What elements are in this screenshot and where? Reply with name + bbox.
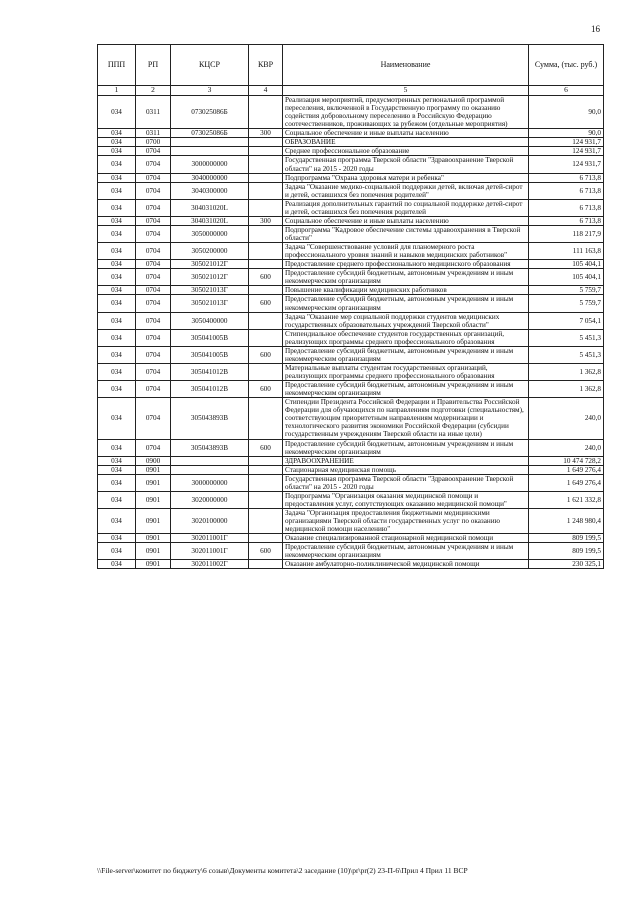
cell-sum: 230 325,1 <box>529 560 604 569</box>
table-row <box>98 286 604 295</box>
cell-kcsr: 3000000000 <box>171 474 249 491</box>
cell-rp: 0700 <box>136 138 171 147</box>
cell-rp: 0704 <box>136 381 171 398</box>
table-row <box>98 439 604 456</box>
cell-kvr <box>249 509 283 534</box>
cell-rp: 0311 <box>136 129 171 138</box>
cell-kcsr: 305021013Г <box>171 286 249 295</box>
cell-kcsr: 305043893В <box>171 398 249 439</box>
cell-rp: 0901 <box>136 491 171 508</box>
cell-rp: 0704 <box>136 173 171 182</box>
cell-name: Предоставление субсидий бюджетным, автономным учреждениям и иным некоммерческим организациям <box>283 439 529 456</box>
header-ppp: ППП <box>98 45 136 86</box>
cell-ppp: 034 <box>98 312 136 329</box>
cell-kcsr: 304031020L <box>171 199 249 216</box>
cell-ppp: 034 <box>98 346 136 363</box>
cell-name: Оказание специализированной стационарной медицинской помощи <box>283 534 529 543</box>
cell-kvr <box>249 398 283 439</box>
cell-ppp: 034 <box>98 491 136 508</box>
cell-name: ЗДРАВООХРАНЕНИЕ <box>283 456 529 465</box>
table-row <box>98 456 604 465</box>
cell-kvr: 300 <box>249 129 283 138</box>
table-row <box>98 534 604 543</box>
cell-sum: 240,0 <box>529 439 604 456</box>
column-number: 2 <box>136 86 171 96</box>
cell-ppp: 034 <box>98 534 136 543</box>
cell-sum: 1 649 276,4 <box>529 465 604 474</box>
cell-rp: 0901 <box>136 509 171 534</box>
cell-name: Предоставление субсидий бюджетным, автономным учреждениям и иным некоммерческим организациям <box>283 269 529 286</box>
cell-name: Реализация дополнительных гарантий по социальной поддержке детей-сирот и детей, оставшихся без попечения родителей <box>283 199 529 216</box>
cell-ppp: 034 <box>98 509 136 534</box>
table-row <box>98 260 604 269</box>
cell-ppp: 034 <box>98 329 136 346</box>
cell-sum: 5 759,7 <box>529 295 604 312</box>
cell-sum: 105 404,1 <box>529 260 604 269</box>
cell-kcsr: 3020100000 <box>171 509 249 534</box>
cell-name: Подпрограмма "Кадровое обеспечение системы здравоохранения в Тверской области" <box>283 225 529 242</box>
column-number-row <box>98 86 604 96</box>
cell-kcsr: 305041012В <box>171 381 249 398</box>
cell-sum: 1 362,8 <box>529 363 604 380</box>
cell-sum: 111 163,8 <box>529 243 604 260</box>
cell-rp: 0704 <box>136 363 171 380</box>
cell-kvr <box>249 560 283 569</box>
cell-rp: 0704 <box>136 225 171 242</box>
cell-rp: 0704 <box>136 398 171 439</box>
cell-name: Материальные выплаты студентам государственных организаций, реализующих программы среднего профессионального образования <box>283 363 529 380</box>
table-row <box>98 543 604 560</box>
cell-kcsr: 305043893В <box>171 439 249 456</box>
table-row <box>98 243 604 260</box>
cell-name: Предоставление субсидий бюджетным, автономным учреждениям и иным некоммерческим организациям <box>283 346 529 363</box>
cell-kcsr: 073025086Б <box>171 129 249 138</box>
column-number: 4 <box>249 86 283 96</box>
cell-sum: 1 248 980,4 <box>529 509 604 534</box>
cell-kvr <box>249 534 283 543</box>
cell-kcsr: 302011002Г <box>171 560 249 569</box>
cell-sum: 90,0 <box>529 129 604 138</box>
table-row <box>98 147 604 156</box>
cell-name: Предоставление субсидий бюджетным, автономным учреждениям и иным некоммерческим организациям <box>283 543 529 560</box>
budget-table <box>97 44 604 569</box>
table-row <box>98 96 604 129</box>
cell-sum: 124 931,7 <box>529 156 604 173</box>
table-row <box>98 363 604 380</box>
cell-rp: 0704 <box>136 260 171 269</box>
cell-kcsr: 305021012Г <box>171 269 249 286</box>
cell-kvr: 600 <box>249 543 283 560</box>
cell-kvr <box>249 147 283 156</box>
cell-ppp: 034 <box>98 398 136 439</box>
cell-ppp: 034 <box>98 439 136 456</box>
cell-ppp: 034 <box>98 269 136 286</box>
cell-ppp: 034 <box>98 543 136 560</box>
table-row <box>98 216 604 225</box>
cell-sum: 1 621 332,8 <box>529 491 604 508</box>
table-row <box>98 182 604 199</box>
cell-name: Стипендии Президента Российской Федерации и Правительства Российской Федерации для обучающихся по направлениям подготовки (специальностям), соответствующим приоритетным направлениям модернизации и технологического развития экономики Российской Федерации (субсидии государственным учреждениям Тверской области на иные цели) <box>283 398 529 439</box>
cell-ppp: 034 <box>98 474 136 491</box>
column-number: 5 <box>283 86 529 96</box>
cell-rp: 0704 <box>136 346 171 363</box>
table-row <box>98 173 604 182</box>
cell-ppp: 034 <box>98 96 136 129</box>
table-row <box>98 269 604 286</box>
cell-ppp: 034 <box>98 286 136 295</box>
table-row <box>98 138 604 147</box>
cell-kvr <box>249 199 283 216</box>
cell-name: Предоставление субсидий бюджетным, автономным учреждениям и иным некоммерческим организациям <box>283 381 529 398</box>
cell-kvr <box>249 225 283 242</box>
cell-rp: 0704 <box>136 216 171 225</box>
table-row <box>98 474 604 491</box>
cell-sum: 6 713,8 <box>529 199 604 216</box>
cell-ppp: 034 <box>98 182 136 199</box>
cell-ppp: 034 <box>98 173 136 182</box>
cell-kvr <box>249 286 283 295</box>
cell-kvr <box>249 243 283 260</box>
header-kcsr: КЦСР <box>171 45 249 86</box>
cell-kvr <box>249 312 283 329</box>
cell-name: Государственная программа Тверской области "Здравоохранение Тверской области" на 2015 - 2020 годы <box>283 156 529 173</box>
cell-rp: 0704 <box>136 199 171 216</box>
cell-sum: 10 474 728,2 <box>529 456 604 465</box>
cell-sum: 5 451,3 <box>529 329 604 346</box>
cell-sum: 6 713,8 <box>529 182 604 199</box>
cell-sum: 7 054,1 <box>529 312 604 329</box>
cell-kcsr: 305021012Г <box>171 260 249 269</box>
cell-name: Социальное обеспечение и иные выплаты населению <box>283 216 529 225</box>
header-name: Наименование <box>283 45 529 86</box>
cell-kvr: 600 <box>249 381 283 398</box>
table-row <box>98 398 604 439</box>
cell-sum: 6 713,8 <box>529 173 604 182</box>
cell-rp: 0704 <box>136 439 171 456</box>
cell-name: Социальное обеспечение и иные выплаты населению <box>283 129 529 138</box>
cell-kcsr: 3000000000 <box>171 156 249 173</box>
cell-rp: 0704 <box>136 147 171 156</box>
column-number: 3 <box>171 86 249 96</box>
cell-kcsr: 073025086Б <box>171 96 249 129</box>
cell-ppp: 034 <box>98 560 136 569</box>
cell-ppp: 034 <box>98 129 136 138</box>
cell-kcsr: 3020000000 <box>171 491 249 508</box>
table-row <box>98 346 604 363</box>
cell-name: Предоставление среднего профессионального медицинского образования <box>283 260 529 269</box>
cell-rp: 0704 <box>136 243 171 260</box>
cell-kcsr: 304031020L <box>171 216 249 225</box>
cell-rp: 0901 <box>136 474 171 491</box>
cell-kvr <box>249 182 283 199</box>
cell-kcsr: 3040000000 <box>171 173 249 182</box>
cell-kcsr: 3050400000 <box>171 312 249 329</box>
cell-sum: 1 649 276,4 <box>529 474 604 491</box>
header-rp: РП <box>136 45 171 86</box>
cell-ppp: 034 <box>98 465 136 474</box>
page-number: 16 <box>591 24 600 34</box>
cell-rp: 0901 <box>136 560 171 569</box>
cell-rp: 0704 <box>136 329 171 346</box>
cell-kcsr <box>171 138 249 147</box>
header-kvr: КВР <box>249 45 283 86</box>
cell-sum: 1 362,8 <box>529 381 604 398</box>
cell-kcsr: 3050000000 <box>171 225 249 242</box>
table-row <box>98 295 604 312</box>
cell-ppp: 034 <box>98 381 136 398</box>
cell-name: Повышение квалификации медицинских работников <box>283 286 529 295</box>
cell-kvr: 600 <box>249 439 283 456</box>
cell-name: Среднее профессиональное образование <box>283 147 529 156</box>
cell-name: ОБРАЗОВАНИЕ <box>283 138 529 147</box>
cell-kvr <box>249 491 283 508</box>
cell-rp: 0704 <box>136 182 171 199</box>
table-row <box>98 199 604 216</box>
cell-name: Подпрограмма "Организация оказания медицинской помощи и предоставления услуг, сопутствующих оказанию медицинской помощи" <box>283 491 529 508</box>
cell-name: Стипендиальное обеспечение студентов государственных организаций, реализующих программы среднего профессионального образования <box>283 329 529 346</box>
cell-ppp: 034 <box>98 243 136 260</box>
file-path-footer: \\File-server\комитет по бюджету\6 созыв\Документы комитета\2 заседание (10)\pr\pr(2) 23-П-6\Прил 4 Прил 11 ВСР <box>97 866 468 875</box>
cell-rp: 0704 <box>136 295 171 312</box>
cell-ppp: 034 <box>98 295 136 312</box>
table-row <box>98 509 604 534</box>
cell-kvr <box>249 465 283 474</box>
cell-name: Задача "Совершенствование условий для планомерного роста профессионального уровня знаний и навыков медицинских работников" <box>283 243 529 260</box>
cell-name: Подпрограмма "Охрана здоровья матери и ребенка" <box>283 173 529 182</box>
header-row <box>98 45 604 86</box>
cell-kvr: 600 <box>249 269 283 286</box>
cell-kvr <box>249 474 283 491</box>
cell-kcsr <box>171 456 249 465</box>
table-row <box>98 381 604 398</box>
cell-rp: 0704 <box>136 312 171 329</box>
cell-sum: 90,0 <box>529 96 604 129</box>
column-number: 6 <box>529 86 604 96</box>
cell-sum: 5 759,7 <box>529 286 604 295</box>
cell-kvr: 600 <box>249 346 283 363</box>
table-row <box>98 156 604 173</box>
cell-kcsr: 305041005В <box>171 329 249 346</box>
cell-kcsr: 305041005В <box>171 346 249 363</box>
cell-kcsr: 305041012В <box>171 363 249 380</box>
cell-rp: 0901 <box>136 534 171 543</box>
table-row <box>98 329 604 346</box>
cell-ppp: 034 <box>98 156 136 173</box>
cell-name: Задача "Оказание медико-социальной поддержки детей, включая детей-сирот и детей, оставшихся без попечения родителей" <box>283 182 529 199</box>
cell-sum: 240,0 <box>529 398 604 439</box>
cell-kvr: 300 <box>249 216 283 225</box>
column-number: 1 <box>98 86 136 96</box>
header-sum: Сумма, (тыс. руб.) <box>529 45 604 86</box>
cell-rp: 0311 <box>136 96 171 129</box>
cell-kvr <box>249 138 283 147</box>
cell-name: Задача "Организация предоставления бюджетными медицинскими организациями Тверской области государственных услуг по оказанию медицинской помощи населению" <box>283 509 529 534</box>
cell-kvr <box>249 156 283 173</box>
cell-sum: 6 713,8 <box>529 216 604 225</box>
cell-ppp: 034 <box>98 147 136 156</box>
cell-kvr <box>249 96 283 129</box>
cell-rp: 0704 <box>136 269 171 286</box>
cell-name: Стационарная медицинская помощь <box>283 465 529 474</box>
cell-sum: 809 199,5 <box>529 534 604 543</box>
cell-ppp: 034 <box>98 363 136 380</box>
cell-sum: 5 451,3 <box>529 346 604 363</box>
cell-kvr <box>249 329 283 346</box>
cell-rp: 0900 <box>136 456 171 465</box>
cell-rp: 0704 <box>136 156 171 173</box>
cell-kvr <box>249 173 283 182</box>
cell-rp: 0901 <box>136 465 171 474</box>
cell-kcsr <box>171 147 249 156</box>
cell-kcsr: 302011001Г <box>171 543 249 560</box>
cell-name: Государственная программа Тверской области "Здравоохранение Тверской области" на 2015 - 2020 годы <box>283 474 529 491</box>
cell-kcsr: 3050200000 <box>171 243 249 260</box>
cell-kvr <box>249 456 283 465</box>
table-row <box>98 491 604 508</box>
table-row <box>98 465 604 474</box>
cell-rp: 0704 <box>136 286 171 295</box>
cell-kvr <box>249 363 283 380</box>
cell-ppp: 034 <box>98 260 136 269</box>
table-row <box>98 129 604 138</box>
table-row <box>98 225 604 242</box>
cell-kvr <box>249 260 283 269</box>
cell-kcsr: 3040300000 <box>171 182 249 199</box>
cell-sum: 124 931,7 <box>529 147 604 156</box>
cell-name: Задача "Оказание мер социальной поддержки студентов медицинских государственных образовательных учреждений Тверской области" <box>283 312 529 329</box>
cell-sum: 809 199,5 <box>529 543 604 560</box>
cell-kvr: 600 <box>249 295 283 312</box>
cell-kcsr <box>171 465 249 474</box>
cell-sum: 105 404,1 <box>529 269 604 286</box>
cell-sum: 118 217,9 <box>529 225 604 242</box>
cell-ppp: 034 <box>98 216 136 225</box>
table-row <box>98 312 604 329</box>
cell-ppp: 034 <box>98 225 136 242</box>
cell-ppp: 034 <box>98 138 136 147</box>
cell-rp: 0901 <box>136 543 171 560</box>
cell-name: Оказание амбулаторно-поликлинической медицинской помощи <box>283 560 529 569</box>
cell-name: Предоставление субсидий бюджетным, автономным учреждениям и иным некоммерческим организациям <box>283 295 529 312</box>
cell-kcsr: 305021013Г <box>171 295 249 312</box>
cell-ppp: 034 <box>98 199 136 216</box>
cell-ppp: 034 <box>98 456 136 465</box>
table-row <box>98 560 604 569</box>
cell-name: Реализация мероприятий, предусмотренных региональной программой переселения, включенной в Государственную программу по оказанию содействия добровольному переселению в Российскую Федерацию соотечественников, проживающих за рубежом (отдельные мероприятия) <box>283 96 529 129</box>
table-body <box>98 86 604 569</box>
cell-sum: 124 931,7 <box>529 138 604 147</box>
cell-kcsr: 302011001Г <box>171 534 249 543</box>
